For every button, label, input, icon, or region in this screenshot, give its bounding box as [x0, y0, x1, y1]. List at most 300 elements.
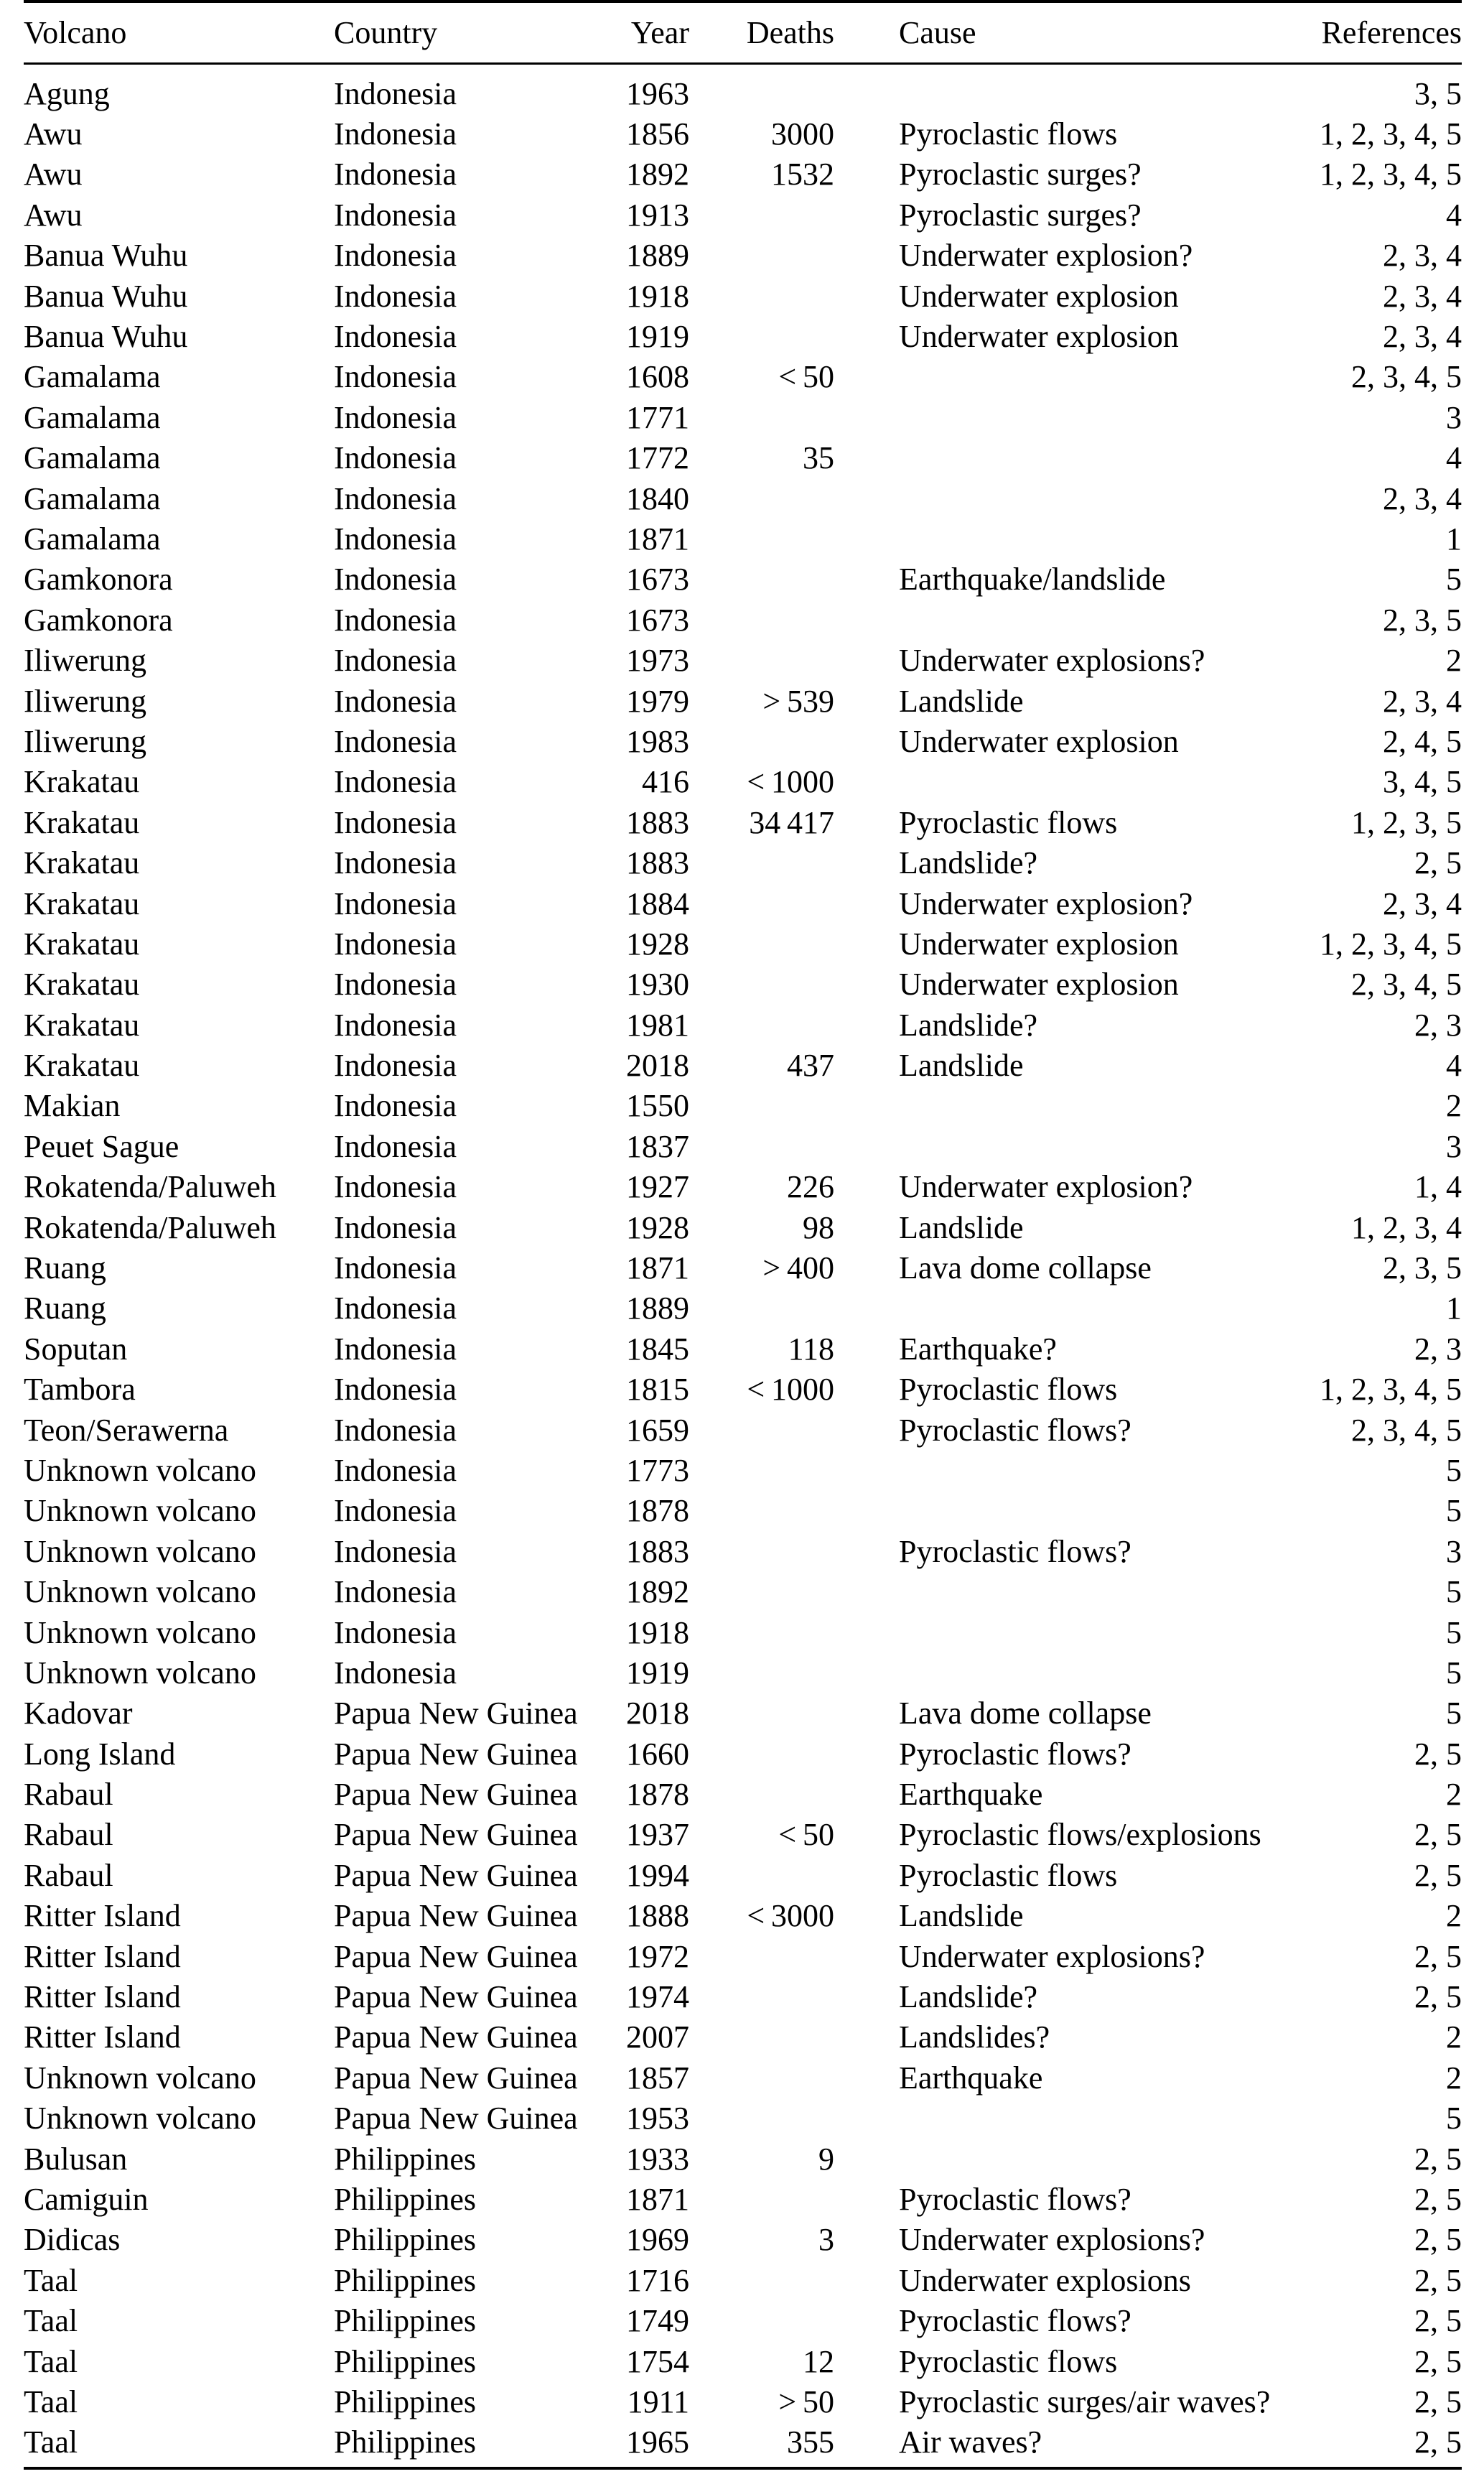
cell-volcano: Krakatau — [24, 967, 140, 1003]
cell-country: Indonesia — [334, 1128, 457, 1164]
cell-references: 2, 3, 4 — [1383, 278, 1462, 314]
cell-country: Indonesia — [334, 643, 457, 679]
table-row — [24, 681, 1462, 721]
cell-deaths: < 3000 — [747, 1898, 834, 1934]
cell-references: 1 — [1446, 1291, 1462, 1326]
cell-deaths: 437 — [787, 1048, 834, 1084]
cell-volcano: Makian — [24, 1088, 121, 1124]
cell-cause: Underwater explosion — [899, 723, 1179, 759]
table-row — [24, 195, 1462, 235]
cell-volcano: Awu — [24, 197, 83, 233]
cell-references: 3 — [1446, 399, 1462, 435]
cell-year: 1871 — [626, 521, 689, 557]
cell-year: 1883 — [626, 845, 689, 881]
cell-volcano: Banua Wuhu — [24, 319, 188, 355]
table-row — [24, 762, 1462, 802]
cell-references: 2, 5 — [1414, 2222, 1462, 2258]
cell-references: 2, 5 — [1414, 1979, 1462, 2015]
cell-country: Philippines — [334, 2424, 477, 2460]
cell-country: Indonesia — [334, 1291, 457, 1326]
cell-volcano: Rabaul — [24, 1817, 113, 1853]
table-row — [24, 1815, 1462, 1855]
table-row — [24, 154, 1462, 195]
table-row — [24, 1450, 1462, 1490]
table-row — [24, 1086, 1462, 1126]
table-row — [24, 1369, 1462, 1410]
table-row — [24, 276, 1462, 316]
cell-country: Indonesia — [334, 1169, 457, 1205]
cell-country: Indonesia — [334, 1574, 457, 1610]
cell-deaths: 35 — [803, 440, 834, 476]
cell-country: Philippines — [334, 2384, 477, 2419]
cell-references: 2, 3 — [1414, 1007, 1462, 1043]
table-body — [24, 65, 1462, 2467]
cell-references: 2, 3, 5 — [1383, 602, 1462, 638]
cell-references: 2, 3, 4 — [1383, 319, 1462, 355]
cell-year: 1716 — [626, 2262, 689, 2298]
cell-country: Philippines — [334, 2222, 477, 2258]
cell-references: 2 — [1446, 1898, 1462, 1934]
cell-references: 5 — [1446, 562, 1462, 597]
cell-country: Indonesia — [334, 75, 457, 111]
cell-volcano: Krakatau — [24, 885, 140, 921]
cell-year: 1608 — [626, 359, 689, 395]
cell-volcano: Krakatau — [24, 1048, 140, 1084]
cell-country: Indonesia — [334, 197, 457, 233]
cell-country: Indonesia — [334, 926, 457, 962]
table-row — [24, 1976, 1462, 2017]
cell-cause: Lava dome collapse — [899, 1696, 1152, 1731]
cell-country: Indonesia — [334, 1533, 457, 1569]
cell-references: 5 — [1446, 1614, 1462, 1650]
cell-year: 1979 — [626, 683, 689, 719]
cell-year: 1918 — [626, 1614, 689, 1650]
cell-volcano: Ritter Island — [24, 1979, 181, 2015]
cell-country: Philippines — [334, 2182, 477, 2217]
cell-country: Papua New Guinea — [334, 2101, 578, 2136]
cell-country: Papua New Guinea — [334, 1817, 578, 1853]
cell-country: Indonesia — [334, 480, 457, 516]
cell-cause: Underwater explosion? — [899, 885, 1193, 921]
cell-cause: Underwater explosion — [899, 926, 1179, 962]
cell-year: 1773 — [626, 1452, 689, 1488]
cell-cause: Pyroclastic flows — [899, 116, 1118, 152]
cell-volcano: Gamkonora — [24, 562, 173, 597]
cell-volcano: Unknown volcano — [24, 1452, 256, 1488]
cell-year: 1837 — [626, 1128, 689, 1164]
cell-cause: Pyroclastic flows — [899, 804, 1118, 840]
cell-references: 2, 3, 4 — [1383, 885, 1462, 921]
cell-cause: Underwater explosion? — [899, 1169, 1193, 1205]
table-row — [24, 2098, 1462, 2139]
cell-cause: Lava dome collapse — [899, 1250, 1152, 1286]
cell-volcano: Krakatau — [24, 804, 140, 840]
cell-volcano: Rokatenda/Paluweh — [24, 1209, 276, 1245]
cell-volcano: Krakatau — [24, 845, 140, 881]
table-row — [24, 2341, 1462, 2381]
cell-references: 2, 3, 4, 5 — [1351, 359, 1462, 395]
cell-volcano: Unknown volcano — [24, 2060, 256, 2096]
column-header-references: References — [1321, 15, 1462, 50]
table-bottom-rule — [24, 2467, 1462, 2470]
table-row — [24, 2179, 1462, 2219]
cell-country: Indonesia — [334, 723, 457, 759]
cell-references: 3, 4, 5 — [1383, 764, 1462, 800]
cell-year: 1660 — [626, 1736, 689, 1772]
cell-volcano: Krakatau — [24, 926, 140, 962]
cell-volcano: Krakatau — [24, 764, 140, 800]
table-row — [24, 883, 1462, 924]
table-row — [24, 1207, 1462, 1247]
cell-year: 1963 — [626, 75, 689, 111]
table-row — [24, 478, 1462, 518]
cell-cause: Pyroclastic flows? — [899, 2303, 1131, 2339]
cell-deaths: < 1000 — [747, 764, 834, 800]
table-row — [24, 2139, 1462, 2179]
cell-volcano: Iliwerung — [24, 643, 147, 679]
cell-references: 2, 5 — [1414, 2303, 1462, 2339]
cell-country: Papua New Guinea — [334, 2019, 578, 2055]
cell-country: Papua New Guinea — [334, 1979, 578, 2015]
cell-country: Papua New Guinea — [334, 1736, 578, 1772]
table-row — [24, 1329, 1462, 1369]
cell-references: 1, 4 — [1414, 1169, 1462, 1205]
cell-country: Papua New Guinea — [334, 1777, 578, 1813]
cell-cause: Air waves? — [899, 2424, 1042, 2460]
cell-volcano: Peuet Sague — [24, 1128, 179, 1164]
cell-country: Papua New Guinea — [334, 1898, 578, 1934]
cell-cause: Pyroclastic flows — [899, 1857, 1118, 1893]
cell-year: 1878 — [626, 1777, 689, 1813]
cell-cause: Underwater explosions? — [899, 1938, 1205, 1974]
table-row — [24, 1652, 1462, 1693]
cell-deaths: > 50 — [778, 2384, 834, 2419]
cell-deaths: > 400 — [762, 1250, 834, 1286]
table-row — [24, 559, 1462, 600]
table-row — [24, 1693, 1462, 1734]
cell-year: 2018 — [626, 1048, 689, 1084]
cell-country: Indonesia — [334, 319, 457, 355]
cell-cause: Landslide? — [899, 1007, 1038, 1043]
cell-cause: Earthquake? — [899, 1331, 1057, 1367]
column-header-year: Year — [630, 15, 689, 50]
cell-year: 1928 — [626, 926, 689, 962]
table-row — [24, 802, 1462, 842]
cell-references: 1 — [1446, 521, 1462, 557]
cell-deaths: 226 — [787, 1169, 834, 1205]
cell-references: 1, 2, 3, 4, 5 — [1320, 116, 1462, 152]
cell-references: 2, 3, 4, 5 — [1351, 1412, 1462, 1448]
cell-volcano: Taal — [24, 2424, 78, 2460]
table-row — [24, 73, 1462, 113]
table-row — [24, 1247, 1462, 1288]
cell-cause: Underwater explosion — [899, 319, 1179, 355]
cell-volcano: Gamalama — [24, 440, 161, 476]
cell-deaths: < 50 — [778, 1817, 834, 1853]
cell-deaths: 118 — [788, 1331, 834, 1367]
table-row — [24, 397, 1462, 437]
cell-year: 1953 — [626, 2101, 689, 2136]
cell-references: 1, 2, 3, 4, 5 — [1320, 1372, 1462, 1408]
table-header-row — [24, 3, 1462, 62]
cell-volcano: Awu — [24, 157, 83, 192]
table-row — [24, 438, 1462, 478]
cell-country: Indonesia — [334, 562, 457, 597]
cell-references: 2 — [1446, 1777, 1462, 1813]
cell-year: 1772 — [626, 440, 689, 476]
cell-volcano: Taal — [24, 2384, 78, 2419]
cell-volcano: Ritter Island — [24, 2019, 181, 2055]
cell-year: 1974 — [626, 1979, 689, 2015]
cell-references: 2, 3, 4, 5 — [1351, 967, 1462, 1003]
cell-references: 2 — [1446, 2060, 1462, 2096]
cell-volcano: Banua Wuhu — [24, 238, 188, 274]
cell-country: Papua New Guinea — [334, 1696, 578, 1731]
cell-references: 5 — [1446, 1574, 1462, 1610]
cell-cause: Pyroclastic surges? — [899, 157, 1142, 192]
cell-year: 1919 — [626, 319, 689, 355]
cell-cause: Earthquake — [899, 2060, 1043, 2096]
cell-year: 1673 — [626, 562, 689, 597]
cell-country: Indonesia — [334, 885, 457, 921]
cell-country: Indonesia — [334, 764, 457, 800]
cell-country: Indonesia — [334, 1452, 457, 1488]
cell-country: Indonesia — [334, 804, 457, 840]
cell-references: 5 — [1446, 1452, 1462, 1488]
cell-volcano: Agung — [24, 75, 110, 111]
table-row — [24, 1491, 1462, 1531]
table-row — [24, 1612, 1462, 1652]
cell-volcano: Soputan — [24, 1331, 128, 1367]
cell-year: 416 — [642, 764, 689, 800]
cell-country: Indonesia — [334, 157, 457, 192]
cell-cause: Pyroclastic flows/explosions — [899, 1817, 1261, 1853]
cell-references: 2, 5 — [1414, 1857, 1462, 1893]
cell-volcano: Ritter Island — [24, 1938, 181, 1974]
cell-year: 1857 — [626, 2060, 689, 2096]
table-row — [24, 2017, 1462, 2057]
cell-country: Indonesia — [334, 1331, 457, 1367]
cell-year: 1550 — [626, 1088, 689, 1124]
cell-references: 3 — [1446, 1533, 1462, 1569]
cell-country: Papua New Guinea — [334, 1857, 578, 1893]
cell-references: 2, 3 — [1414, 1331, 1462, 1367]
table-row — [24, 1896, 1462, 1936]
cell-volcano: Rokatenda/Paluweh — [24, 1169, 276, 1205]
cell-year: 1892 — [626, 157, 689, 192]
cell-volcano: Unknown volcano — [24, 2101, 256, 2136]
cell-country: Indonesia — [334, 440, 457, 476]
cell-year: 1930 — [626, 967, 689, 1003]
cell-year: 1972 — [626, 1938, 689, 1974]
cell-volcano: Iliwerung — [24, 683, 147, 719]
cell-cause: Underwater explosion? — [899, 238, 1193, 274]
cell-deaths: < 1000 — [747, 1372, 834, 1408]
cell-deaths: 355 — [787, 2424, 834, 2460]
cell-cause: Landslide — [899, 1898, 1024, 1934]
cell-year: 1889 — [626, 1291, 689, 1326]
cell-year: 1883 — [626, 1533, 689, 1569]
cell-year: 1871 — [626, 2182, 689, 2217]
table-row — [24, 964, 1462, 1005]
cell-country: Philippines — [334, 2343, 477, 2379]
cell-country: Indonesia — [334, 1372, 457, 1408]
cell-references: 4 — [1446, 197, 1462, 233]
cell-year: 1845 — [626, 1331, 689, 1367]
cell-year: 1937 — [626, 1817, 689, 1853]
cell-references: 2, 5 — [1414, 2343, 1462, 2379]
table-row — [24, 842, 1462, 883]
cell-year: 1965 — [626, 2424, 689, 2460]
table-row — [24, 1936, 1462, 1976]
cell-volcano: Ritter Island — [24, 1898, 181, 1934]
cell-country: Indonesia — [334, 1614, 457, 1650]
cell-year: 1973 — [626, 643, 689, 679]
table-row — [24, 316, 1462, 356]
table-row — [24, 600, 1462, 640]
cell-country: Indonesia — [334, 1209, 457, 1245]
cell-country: Indonesia — [334, 278, 457, 314]
cell-volcano: Banua Wuhu — [24, 278, 188, 314]
table-row — [24, 1126, 1462, 1166]
table-row — [24, 2381, 1462, 2422]
cell-references: 2, 5 — [1414, 2182, 1462, 2217]
cell-cause: Underwater explosions — [899, 2262, 1191, 2298]
cell-volcano: Long Island — [24, 1736, 176, 1772]
cell-cause: Underwater explosions? — [899, 2222, 1205, 2258]
cell-cause: Pyroclastic flows? — [899, 1533, 1131, 1569]
cell-country: Indonesia — [334, 1412, 457, 1448]
cell-references: 2, 5 — [1414, 2141, 1462, 2177]
cell-deaths: 34 417 — [749, 804, 834, 840]
cell-references: 2 — [1446, 1088, 1462, 1124]
table-row — [24, 1005, 1462, 1045]
cell-year: 1969 — [626, 2222, 689, 2258]
cell-deaths: 9 — [818, 2141, 834, 2177]
cell-deaths: 98 — [803, 1209, 834, 1245]
cell-volcano: Gamalama — [24, 399, 161, 435]
cell-year: 1884 — [626, 885, 689, 921]
cell-year: 1994 — [626, 1857, 689, 1893]
cell-volcano: Gamalama — [24, 480, 161, 516]
cell-cause: Pyroclastic flows? — [899, 1412, 1131, 1448]
cell-volcano: Gamalama — [24, 359, 161, 395]
cell-references: 2, 3, 4 — [1383, 238, 1462, 274]
table-row — [24, 357, 1462, 397]
cell-references: 2, 3, 4 — [1383, 683, 1462, 719]
cell-year: 1878 — [626, 1493, 689, 1529]
cell-country: Philippines — [334, 2303, 477, 2339]
cell-cause: Landslide — [899, 1209, 1024, 1245]
table-row — [24, 2300, 1462, 2340]
cell-year: 1771 — [626, 399, 689, 435]
cell-year: 1911 — [627, 2384, 689, 2419]
cell-references: 5 — [1446, 1655, 1462, 1691]
table-row — [24, 1774, 1462, 1814]
cell-volcano: Unknown volcano — [24, 1574, 256, 1610]
cell-year: 1659 — [626, 1412, 689, 1448]
cell-country: Indonesia — [334, 1250, 457, 1286]
cell-volcano: Unknown volcano — [24, 1614, 256, 1650]
cell-country: Philippines — [334, 2262, 477, 2298]
cell-country: Indonesia — [334, 238, 457, 274]
cell-country: Philippines — [334, 2141, 477, 2177]
cell-country: Indonesia — [334, 1007, 457, 1043]
cell-country: Indonesia — [334, 1655, 457, 1691]
cell-country: Papua New Guinea — [334, 2060, 578, 2096]
cell-year: 1883 — [626, 804, 689, 840]
cell-volcano: Kadovar — [24, 1696, 133, 1731]
cell-year: 1749 — [626, 2303, 689, 2339]
cell-country: Indonesia — [334, 1048, 457, 1084]
cell-deaths: 3 — [818, 2222, 834, 2258]
table-row — [24, 1734, 1462, 1774]
cell-volcano: Gamalama — [24, 521, 161, 557]
cell-references: 2 — [1446, 2019, 1462, 2055]
cell-cause: Underwater explosion — [899, 967, 1179, 1003]
cell-year: 1815 — [626, 1372, 689, 1408]
cell-volcano: Unknown volcano — [24, 1533, 256, 1569]
table-row — [24, 721, 1462, 761]
table-row — [24, 1410, 1462, 1450]
cell-volcano: Teon/Serawerna — [24, 1412, 229, 1448]
table-row — [24, 1855, 1462, 1895]
cell-volcano: Tambora — [24, 1372, 136, 1408]
cell-year: 1928 — [626, 1209, 689, 1245]
cell-references: 2, 5 — [1414, 2384, 1462, 2419]
cell-references: 3 — [1446, 1128, 1462, 1164]
cell-year: 1889 — [626, 238, 689, 274]
cell-volcano: Iliwerung — [24, 723, 147, 759]
cell-cause: Landslide — [899, 1048, 1024, 1084]
cell-references: 2, 5 — [1414, 1736, 1462, 1772]
cell-cause: Earthquake — [899, 1777, 1043, 1813]
cell-country: Indonesia — [334, 116, 457, 152]
cell-references: 5 — [1446, 2101, 1462, 2136]
cell-cause: Pyroclastic surges? — [899, 197, 1142, 233]
column-header-volcano: Volcano — [24, 15, 127, 50]
cell-year: 1983 — [626, 723, 689, 759]
cell-references: 2, 5 — [1414, 1938, 1462, 1974]
cell-year: 1892 — [626, 1574, 689, 1610]
table-row — [24, 1531, 1462, 1571]
cell-references: 2, 5 — [1414, 1817, 1462, 1853]
cell-references: 1, 2, 3, 4, 5 — [1320, 157, 1462, 192]
cell-year: 1913 — [626, 197, 689, 233]
cell-volcano: Rabaul — [24, 1777, 113, 1813]
cell-cause: Landslide? — [899, 845, 1038, 881]
cell-volcano: Didicas — [24, 2222, 121, 2258]
cell-references: 1, 2, 3, 5 — [1351, 804, 1462, 840]
cell-country: Indonesia — [334, 1493, 457, 1529]
cell-volcano: Gamkonora — [24, 602, 173, 638]
cell-year: 1933 — [626, 2141, 689, 2177]
table-row — [24, 1571, 1462, 1612]
cell-volcano: Unknown volcano — [24, 1655, 256, 1691]
cell-deaths: 3000 — [771, 116, 834, 152]
cell-year: 1981 — [626, 1007, 689, 1043]
cell-references: 5 — [1446, 1696, 1462, 1731]
cell-references: 3, 5 — [1414, 75, 1462, 111]
cell-volcano: Bulusan — [24, 2141, 128, 2177]
cell-cause: Pyroclastic surges/air waves? — [899, 2384, 1271, 2419]
cell-references: 5 — [1446, 1493, 1462, 1529]
cell-cause: Landslides? — [899, 2019, 1050, 2055]
cell-cause: Pyroclastic flows? — [899, 2182, 1131, 2217]
cell-year: 1919 — [626, 1655, 689, 1691]
cell-references: 2, 5 — [1414, 845, 1462, 881]
cell-year: 2007 — [626, 2019, 689, 2055]
